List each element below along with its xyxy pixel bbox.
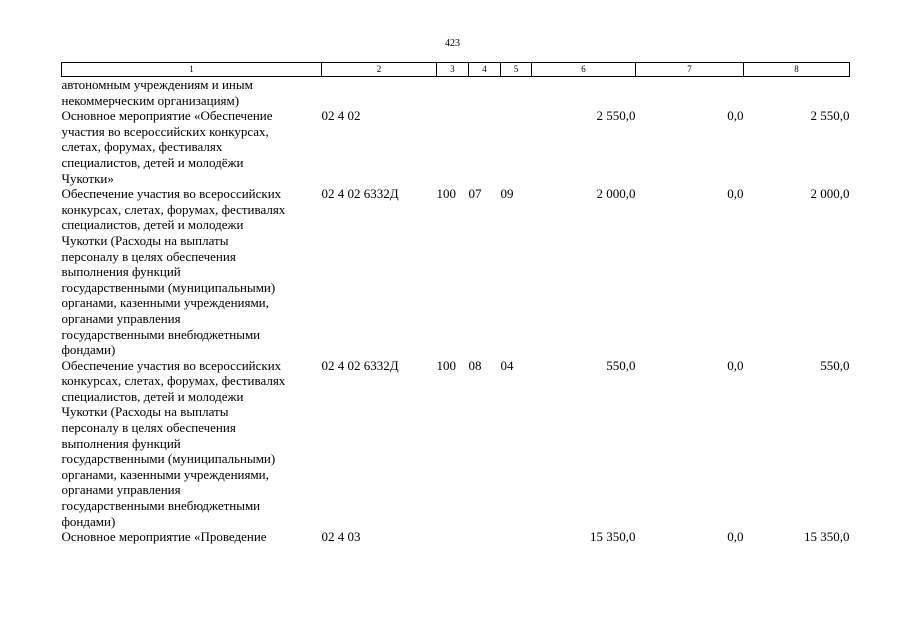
row-code: 02 4 03 (321, 529, 361, 545)
budget-table (61, 62, 850, 545)
row-col-6: 15 350,0 (590, 529, 636, 545)
table-row (62, 186, 850, 358)
row-col-7: 0,0 (727, 529, 744, 545)
header-col-8: 8 (744, 63, 850, 77)
row-col-5: 04 (500, 357, 514, 373)
row-col-3: 100 (436, 357, 456, 373)
row-col-8: 15 350,0 (804, 529, 850, 545)
row-col-3 (437, 77, 469, 109)
row-col-5 (501, 108, 532, 186)
row-col-3 (437, 108, 469, 186)
row-code: 02 4 02 6332Д (321, 186, 399, 202)
row-col-7 (636, 77, 744, 109)
header-col-2: 2 (322, 63, 437, 77)
row-col-4 (469, 77, 501, 109)
row-col-4: 07 (468, 186, 482, 202)
row-col-3: 100 (436, 186, 456, 202)
row-col-4 (469, 108, 501, 186)
row-col-4 (469, 529, 501, 545)
row-col-5 (501, 77, 532, 109)
header-col-4: 4 (469, 63, 501, 77)
row-col-8: 2 550,0 (810, 108, 850, 124)
page-number: 423 (445, 38, 460, 49)
row-col-3 (437, 529, 469, 545)
header-row (62, 63, 850, 77)
row-col-8: 550,0 (820, 357, 850, 373)
row-col-4: 08 (468, 357, 482, 373)
row-code (322, 77, 437, 109)
table-row (62, 358, 850, 530)
table-row (62, 77, 850, 109)
row-col-6: 550,0 (606, 357, 636, 373)
row-col-7: 0,0 (727, 357, 744, 373)
row-code: 02 4 02 (321, 108, 361, 124)
row-col-8 (744, 77, 850, 109)
row-col-5: 09 (500, 186, 514, 202)
row-col-6 (532, 77, 636, 109)
header-col-3: 3 (437, 63, 469, 77)
row-col-8: 2 000,0 (810, 186, 850, 202)
row-name: Обеспечение участия во всероссийских конкурсах, слетах, форумах, фестивалях специалистов, детей и молодежи Чукотки (Расходы на выплаты персоналу в целях обеспечения выполнения функций государственными (муниципальными) органами, казенными учреждениями, органами управления государственными внебюджетными фондами) (61, 357, 286, 529)
header-col-5: 5 (501, 63, 532, 77)
row-name: автономным учреждениям и иным некоммерческим организациям) (61, 77, 253, 108)
header-col-1: 1 (62, 63, 322, 77)
row-col-6: 2 000,0 (596, 186, 636, 202)
table-row (62, 529, 850, 545)
row-col-6: 2 550,0 (596, 108, 636, 124)
row-code: 02 4 02 6332Д (321, 357, 399, 373)
table-row (62, 108, 850, 186)
row-name: Обеспечение участия во всероссийских конкурсах, слетах, форумах, фестивалях специалистов, детей и молодежи Чукотки (Расходы на выплаты персоналу в целях обеспечения выполнения функций государственными (муниципальными) органами, казенными учреждениями, органами управления государственными внебюджетными фондами) (61, 186, 286, 358)
row-col-7: 0,0 (727, 108, 744, 124)
header-col-6: 6 (532, 63, 636, 77)
row-col-7: 0,0 (727, 186, 744, 202)
header-col-7: 7 (636, 63, 744, 77)
row-name: Основное мероприятие «Обеспечение участия во всероссийских конкурсах, слетах, форумах, фестивалях специалистов, детей и молодёжи Чукотки» (61, 108, 273, 186)
row-col-5 (501, 529, 532, 545)
row-name: Основное мероприятие «Проведение (61, 529, 267, 545)
